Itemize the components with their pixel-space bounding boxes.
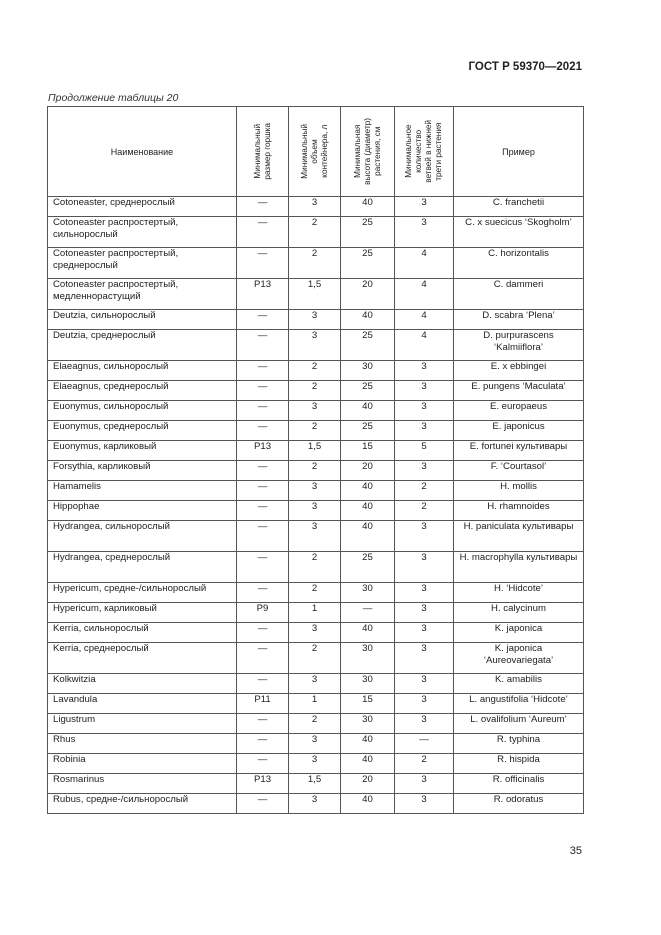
table-row	[48, 217, 584, 248]
cell-plant-height: 25	[341, 330, 395, 361]
cell-pot-size: —	[237, 310, 289, 330]
cell-pot-size: P11	[237, 694, 289, 714]
cell-pot-size: P13	[237, 279, 289, 310]
cell-name: Rubus, средне-/сильнорослый	[48, 794, 237, 814]
cell-plant-height: 40	[341, 310, 395, 330]
cell-name: Cotoneaster распростертый, сильнорослый	[48, 217, 237, 248]
cell-example: H. rhamnoides	[454, 501, 584, 521]
table-row	[48, 774, 584, 794]
cell-pot-size: —	[237, 361, 289, 381]
cell-branch-count: 3	[395, 674, 454, 694]
cell-name: Deutzia, сильнорослый	[48, 310, 237, 330]
header-line: ветвей в нижней	[424, 120, 433, 183]
header-line: Минимальный	[299, 124, 309, 179]
cell-name: Euonymus, карликовый	[48, 441, 237, 461]
cell-example: R. typhina	[454, 734, 584, 754]
cell-container-volume: 3	[289, 674, 341, 694]
table-row	[48, 441, 584, 461]
table-row	[48, 248, 584, 279]
cell-pot-size: —	[237, 521, 289, 552]
cell-pot-size: P9	[237, 603, 289, 623]
cell-container-volume: 1	[289, 694, 341, 714]
column-header-branch-count	[395, 107, 454, 197]
cell-name: Ligustrum	[48, 714, 237, 734]
cell-name: Cotoneaster распростертый, среднерослый	[48, 248, 237, 279]
cell-example: K. japonica	[454, 623, 584, 643]
table-row	[48, 603, 584, 623]
cell-example: C. dammeri	[454, 279, 584, 310]
table-row	[48, 643, 584, 674]
table-header-row	[48, 107, 584, 197]
cell-example: H. paniculata культивары	[454, 521, 584, 552]
cell-branch-count: —	[395, 734, 454, 754]
table-body	[48, 197, 584, 814]
cell-name: Hippophae	[48, 501, 237, 521]
cell-container-volume: 3	[289, 794, 341, 814]
cell-branch-count: 3	[395, 583, 454, 603]
plant-table	[47, 106, 584, 814]
table-row	[48, 552, 584, 583]
cell-plant-height: 25	[341, 248, 395, 279]
page-number: 35	[569, 845, 582, 857]
cell-name: Hypericum, карликовый	[48, 603, 237, 623]
cell-example: H. ‘Hidcote’	[454, 583, 584, 603]
cell-container-volume: 1,5	[289, 441, 341, 461]
cell-pot-size: —	[237, 754, 289, 774]
cell-branch-count: 3	[395, 381, 454, 401]
cell-plant-height: 40	[341, 197, 395, 217]
cell-pot-size: —	[237, 401, 289, 421]
table-row	[48, 279, 584, 310]
cell-pot-size: —	[237, 421, 289, 441]
cell-name: Elaeagnus, среднерослый	[48, 381, 237, 401]
cell-example: H. mollis	[454, 481, 584, 501]
cell-branch-count: 3	[395, 401, 454, 421]
cell-container-volume: 1,5	[289, 279, 341, 310]
cell-example: R. officinalis	[454, 774, 584, 794]
cell-branch-count: 3	[395, 461, 454, 481]
cell-container-volume: 3	[289, 754, 341, 774]
header-line: объем	[309, 139, 319, 164]
cell-pot-size: P13	[237, 441, 289, 461]
cell-branch-count: 3	[395, 774, 454, 794]
cell-name: Hypericum, средне-/сильнорослый	[48, 583, 237, 603]
cell-example: K. amabilis	[454, 674, 584, 694]
cell-plant-height: 30	[341, 583, 395, 603]
cell-branch-count: 3	[395, 217, 454, 248]
cell-example: E. pungens ‘Maculata’	[454, 381, 584, 401]
table-row	[48, 361, 584, 381]
cell-name: Hydrangea, сильнорослый	[48, 521, 237, 552]
table-row	[48, 461, 584, 481]
cell-name: Hamamelis	[48, 481, 237, 501]
cell-plant-height: 30	[341, 361, 395, 381]
cell-name: Elaeagnus, сильнорослый	[48, 361, 237, 381]
cell-container-volume: 2	[289, 361, 341, 381]
cell-container-volume: 3	[289, 401, 341, 421]
cell-name: Euonymus, сильнорослый	[48, 401, 237, 421]
table-row	[48, 623, 584, 643]
cell-plant-height: 40	[341, 734, 395, 754]
cell-container-volume: 2	[289, 381, 341, 401]
column-header-example: Пример	[454, 107, 584, 197]
cell-branch-count: 3	[395, 694, 454, 714]
cell-container-volume: 2	[289, 248, 341, 279]
table-row	[48, 583, 584, 603]
cell-example: L. ovalifolium ‘Aureum’	[454, 714, 584, 734]
cell-pot-size: —	[237, 217, 289, 248]
cell-example: C. franchetii	[454, 197, 584, 217]
cell-branch-count: 4	[395, 248, 454, 279]
header-line: высота (диаметр)	[362, 118, 372, 185]
cell-plant-height: 40	[341, 754, 395, 774]
cell-example: C. x suecicus ‘Skogholm’	[454, 217, 584, 248]
cell-pot-size: —	[237, 674, 289, 694]
cell-name: Kerria, сильнорослый	[48, 623, 237, 643]
cell-example: H. macrophylla культивары	[454, 552, 584, 583]
document-code: ГОСТ Р 59370—2021	[468, 61, 582, 73]
cell-name: Forsythia, карликовый	[48, 461, 237, 481]
cell-example: R. odoratus	[454, 794, 584, 814]
cell-pot-size: —	[237, 583, 289, 603]
cell-plant-height: 20	[341, 461, 395, 481]
cell-container-volume: 1	[289, 603, 341, 623]
cell-plant-height: 30	[341, 674, 395, 694]
header-line: растения, см	[372, 126, 382, 177]
cell-plant-height: 40	[341, 521, 395, 552]
cell-name: Kolkwitzia	[48, 674, 237, 694]
cell-container-volume: 3	[289, 481, 341, 501]
header-line: количество	[414, 130, 423, 173]
table-row	[48, 734, 584, 754]
cell-container-volume: 1,5	[289, 774, 341, 794]
cell-plant-height: 40	[341, 794, 395, 814]
header-line: размер горшка	[262, 123, 272, 180]
cell-example: E. x ebbingei	[454, 361, 584, 381]
cell-plant-height: —	[341, 603, 395, 623]
cell-plant-height: 40	[341, 401, 395, 421]
cell-branch-count: 4	[395, 310, 454, 330]
cell-plant-height: 40	[341, 501, 395, 521]
cell-container-volume: 3	[289, 521, 341, 552]
cell-name: Robinia	[48, 754, 237, 774]
cell-example: E. fortunei культивары	[454, 441, 584, 461]
cell-pot-size: —	[237, 734, 289, 754]
table-row	[48, 481, 584, 501]
cell-pot-size: —	[237, 461, 289, 481]
cell-branch-count: 5	[395, 441, 454, 461]
table-row	[48, 694, 584, 714]
table-caption: Продолжение таблицы 20	[48, 92, 179, 104]
cell-name: Deutzia, среднерослый	[48, 330, 237, 361]
cell-plant-height: 20	[341, 774, 395, 794]
table-row	[48, 754, 584, 774]
cell-branch-count: 3	[395, 521, 454, 552]
cell-container-volume: 2	[289, 552, 341, 583]
cell-pot-size: —	[237, 381, 289, 401]
cell-pot-size: —	[237, 197, 289, 217]
cell-pot-size: —	[237, 552, 289, 583]
cell-name: Cotoneaster, среднерослый	[48, 197, 237, 217]
table-row	[48, 330, 584, 361]
cell-container-volume: 3	[289, 197, 341, 217]
table-row	[48, 381, 584, 401]
cell-branch-count: 2	[395, 754, 454, 774]
cell-plant-height: 25	[341, 421, 395, 441]
table-row	[48, 714, 584, 734]
cell-plant-height: 20	[341, 279, 395, 310]
cell-example: C. horizontalis	[454, 248, 584, 279]
cell-container-volume: 3	[289, 310, 341, 330]
cell-pot-size: —	[237, 501, 289, 521]
cell-example: F. ‘Courtasol’	[454, 461, 584, 481]
cell-plant-height: 25	[341, 217, 395, 248]
cell-container-volume: 3	[289, 330, 341, 361]
header-line: Минимальная	[352, 124, 362, 179]
cell-container-volume: 2	[289, 421, 341, 441]
header-line: контейнера, л	[319, 124, 329, 179]
table-row	[48, 310, 584, 330]
cell-example: D. purpurascens ‘Kalmiiflora’	[454, 330, 584, 361]
cell-example: K. japonica ‘Aureovariegata’	[454, 643, 584, 674]
cell-name: Rosmarinus	[48, 774, 237, 794]
cell-name: Cotoneaster распростертый, медленнорастущий	[48, 279, 237, 310]
cell-plant-height: 25	[341, 381, 395, 401]
cell-pot-size: —	[237, 330, 289, 361]
cell-branch-count: 3	[395, 714, 454, 734]
column-header-name: Наименование	[48, 107, 237, 197]
cell-branch-count: 3	[395, 197, 454, 217]
cell-container-volume: 2	[289, 217, 341, 248]
cell-plant-height: 40	[341, 481, 395, 501]
cell-plant-height: 30	[341, 643, 395, 674]
cell-example: E. europaeus	[454, 401, 584, 421]
cell-example: H. calycinum	[454, 603, 584, 623]
cell-container-volume: 2	[289, 461, 341, 481]
table-row	[48, 197, 584, 217]
cell-name: Hydrangea, среднерослый	[48, 552, 237, 583]
cell-name: Euonymus, среднерослый	[48, 421, 237, 441]
cell-plant-height: 15	[341, 441, 395, 461]
cell-example: L. angustifolia ‘Hidcote’	[454, 694, 584, 714]
cell-pot-size: —	[237, 623, 289, 643]
column-header-pot-size	[237, 107, 289, 197]
column-header-plant-height	[341, 107, 395, 197]
cell-branch-count: 3	[395, 623, 454, 643]
cell-pot-size: —	[237, 714, 289, 734]
cell-pot-size: —	[237, 794, 289, 814]
cell-plant-height: 15	[341, 694, 395, 714]
cell-branch-count: 4	[395, 330, 454, 361]
cell-container-volume: 3	[289, 734, 341, 754]
cell-branch-count: 2	[395, 481, 454, 501]
cell-container-volume: 3	[289, 623, 341, 643]
cell-example: E. japonicus	[454, 421, 584, 441]
cell-branch-count: 3	[395, 421, 454, 441]
cell-plant-height: 30	[341, 714, 395, 734]
cell-name: Lavandula	[48, 694, 237, 714]
table-row	[48, 794, 584, 814]
cell-container-volume: 2	[289, 643, 341, 674]
cell-container-volume: 2	[289, 583, 341, 603]
cell-branch-count: 3	[395, 603, 454, 623]
table-row	[48, 501, 584, 521]
cell-branch-count: 3	[395, 794, 454, 814]
header-line: Минимальный	[252, 124, 262, 179]
cell-branch-count: 3	[395, 643, 454, 674]
cell-example: D. scabra ‘Plena’	[454, 310, 584, 330]
cell-branch-count: 3	[395, 552, 454, 583]
column-header-container-volume	[289, 107, 341, 197]
table-row	[48, 401, 584, 421]
cell-pot-size: —	[237, 248, 289, 279]
cell-branch-count: 2	[395, 501, 454, 521]
cell-container-volume: 3	[289, 501, 341, 521]
header-line: трети растения	[434, 122, 443, 181]
cell-example: R. hispida	[454, 754, 584, 774]
cell-branch-count: 4	[395, 279, 454, 310]
cell-plant-height: 40	[341, 623, 395, 643]
cell-branch-count: 3	[395, 361, 454, 381]
cell-pot-size: P13	[237, 774, 289, 794]
cell-plant-height: 25	[341, 552, 395, 583]
table-row	[48, 421, 584, 441]
cell-pot-size: —	[237, 643, 289, 674]
cell-name: Rhus	[48, 734, 237, 754]
cell-name: Kerria, среднерослый	[48, 643, 237, 674]
table-row	[48, 521, 584, 552]
cell-container-volume: 2	[289, 714, 341, 734]
table-row	[48, 674, 584, 694]
cell-pot-size: —	[237, 481, 289, 501]
header-line: Минимальное	[404, 124, 413, 179]
